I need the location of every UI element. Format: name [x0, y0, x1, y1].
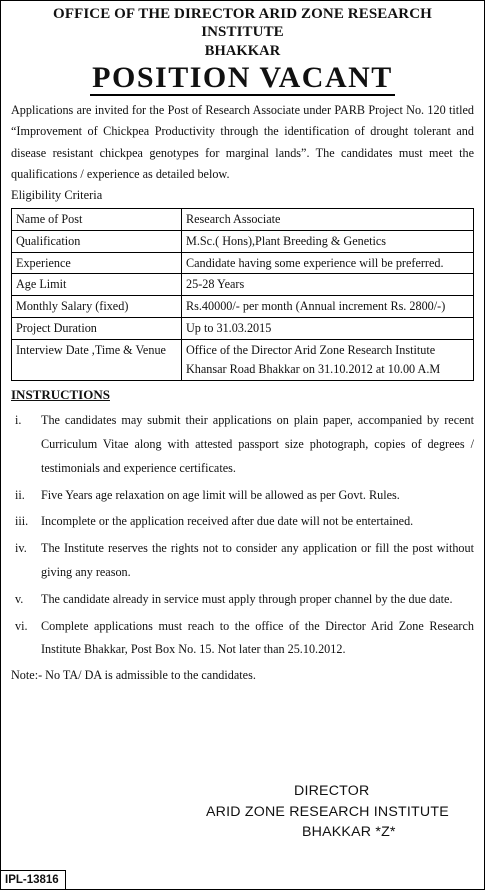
- item-text: Incomplete or the application received after due date will not be entertained.: [41, 514, 414, 529]
- list-item: [11, 537, 474, 585]
- item-text: The candidates may submit their applications on plain paper, accompanied by recent Curriculum Vitae along with attested passport size photograph, copies of degrees / testimonials and experience certificates.: [41, 413, 474, 475]
- row-value: 25-28 Years: [182, 274, 474, 296]
- row-value: Candidate having some experience will be preferred.: [182, 252, 474, 274]
- instructions-list: [11, 409, 474, 662]
- header: [11, 5, 474, 60]
- item-number: v.: [15, 591, 24, 606]
- list-item: [11, 615, 474, 663]
- item-text: Complete applications must reach to the office of the Director Arid Zone Research Institute Bhakkar, Post Box No. 15. Not later than 25.10.2012.: [41, 618, 474, 657]
- row-value: Office of the Director Arid Zone Research Institute Khansar Road Bhakkar on 31.10.2012 at 10.00 A.M: [182, 340, 474, 381]
- item-number: i.: [15, 413, 22, 428]
- row-key: Age Limit: [12, 274, 182, 296]
- item-number: iii.: [15, 514, 29, 529]
- list-item: [11, 484, 474, 508]
- signature-institute: ARID ZONE RESEARCH INSTITUTE: [206, 803, 449, 820]
- item-number: iv.: [15, 541, 27, 556]
- row-value: Up to 31.03.2015: [182, 318, 474, 340]
- item-text: Five Years age relaxation on age limit will be allowed as per Govt. Rules.: [41, 487, 400, 502]
- office-heading: OFFICE OF THE DIRECTOR ARID ZONE RESEARCH INSTITUTE: [53, 6, 432, 40]
- row-value: Research Associate: [182, 208, 474, 230]
- item-text: The Institute reserves the rights not to consider any application or fill the post without giving any reason.: [41, 541, 474, 579]
- table-row: [12, 274, 474, 296]
- row-key: Name of Post: [12, 208, 182, 230]
- title-text: POSITION VACANT: [92, 61, 393, 95]
- note-text: Note:- No TA/ DA is admissible to the candidates.: [11, 668, 256, 683]
- table-row: [12, 208, 474, 230]
- list-item: [11, 588, 474, 612]
- table-row: [12, 252, 474, 274]
- signature-title: DIRECTOR: [294, 783, 370, 799]
- item-number: vi.: [15, 618, 28, 633]
- eligibility-heading: Eligibility Criteria: [11, 188, 103, 203]
- instructions-heading: INSTRUCTIONS: [11, 387, 110, 403]
- item-text: The candidate already in service must apply through proper channel by the due date.: [41, 591, 453, 606]
- signature-block: [206, 781, 466, 843]
- row-key: Qualification: [12, 230, 182, 252]
- table-row: [12, 230, 474, 252]
- row-key: Interview Date ,Time & Venue: [12, 340, 182, 381]
- row-key: Experience: [12, 252, 182, 274]
- eligibility-table: [11, 208, 474, 381]
- reference-code: IPL-13816: [1, 870, 66, 889]
- row-key: Monthly Salary (fixed): [12, 296, 182, 318]
- row-value: M.Sc.( Hons),Plant Breeding & Genetics: [182, 230, 474, 252]
- list-item: [11, 510, 474, 534]
- signature-city: BHAKKAR *Z*: [302, 824, 396, 841]
- city-heading: BHAKKAR: [204, 43, 281, 59]
- page-title: [11, 62, 474, 94]
- intro-paragraph: Applications are invited for the Post of Research Associate under PARB Project No. 120 titled “Improvement of Chickpea Productivity through the identification of drought tolerant and disease resistant chickpea genotypes for marginal lands”. The candidates must meet the qualifications / experience as detailed below.: [11, 102, 474, 181]
- table-row: [12, 340, 474, 381]
- list-item: [11, 409, 474, 480]
- row-key: Project Duration: [12, 318, 182, 340]
- row-value: Rs.40000/- per month (Annual increment Rs. 2800/-): [182, 296, 474, 318]
- item-number: ii.: [15, 487, 25, 502]
- table-row: [12, 318, 474, 340]
- table-row: [12, 296, 474, 318]
